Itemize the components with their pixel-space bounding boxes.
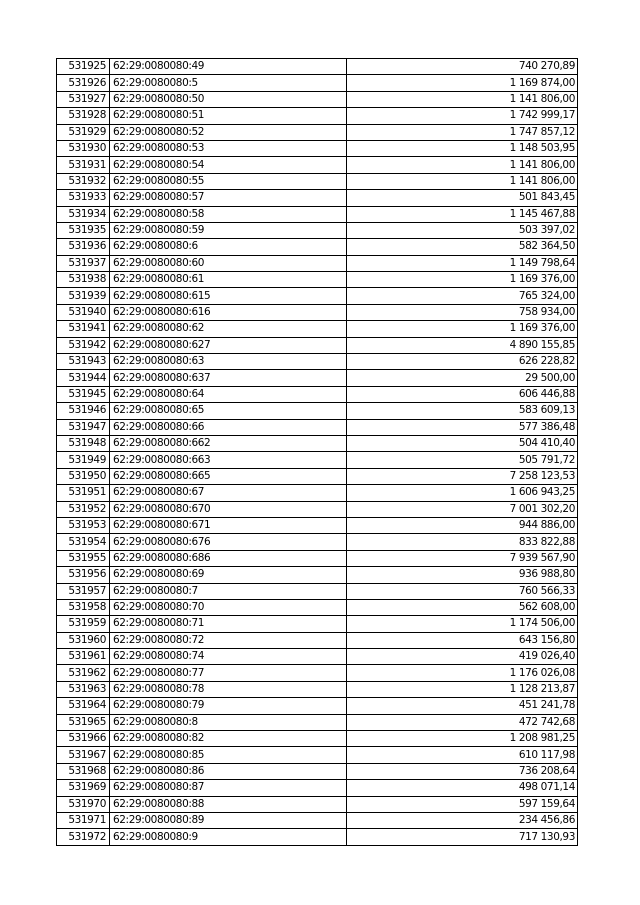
row-number-cell: 531932 xyxy=(57,173,110,189)
table-row xyxy=(57,108,578,124)
cadastral-value-cell: 562 608,00 xyxy=(347,599,578,615)
cadastral-number-cell: 62:29:0080080:71 xyxy=(110,616,347,632)
row-number-cell: 531970 xyxy=(57,796,110,812)
cadastral-number-cell: 62:29:0080080:627 xyxy=(110,337,347,353)
cadastral-number-cell: 62:29:0080080:69 xyxy=(110,567,347,583)
row-number-cell: 531930 xyxy=(57,140,110,156)
row-number-cell: 531958 xyxy=(57,599,110,615)
table-row xyxy=(57,157,578,173)
row-number-cell: 531945 xyxy=(57,386,110,402)
cadastral-number-cell: 62:29:0080080:670 xyxy=(110,501,347,517)
cadastral-value-cell: 740 270,89 xyxy=(347,59,578,75)
table-row xyxy=(57,173,578,189)
table-row xyxy=(57,534,578,550)
cadastral-value-cell: 501 843,45 xyxy=(347,190,578,206)
row-number-cell: 531935 xyxy=(57,222,110,238)
row-number-cell: 531927 xyxy=(57,91,110,107)
table-row xyxy=(57,550,578,566)
cadastral-value-cell: 7 939 567,90 xyxy=(347,550,578,566)
table-row xyxy=(57,632,578,648)
cadastral-number-cell: 62:29:0080080:9 xyxy=(110,829,347,845)
cadastral-value-cell: 1 174 506,00 xyxy=(347,616,578,632)
row-number-cell: 531952 xyxy=(57,501,110,517)
table-row xyxy=(57,665,578,681)
cadastral-number-cell: 62:29:0080080:60 xyxy=(110,255,347,271)
cadastral-number-cell: 62:29:0080080:8 xyxy=(110,714,347,730)
cadastral-number-cell: 62:29:0080080:671 xyxy=(110,517,347,533)
table-row xyxy=(57,354,578,370)
cadastral-number-cell: 62:29:0080080:72 xyxy=(110,632,347,648)
cadastral-value-cell: 1 145 467,88 xyxy=(347,206,578,222)
row-number-cell: 531943 xyxy=(57,354,110,370)
cadastral-number-cell: 62:29:0080080:54 xyxy=(110,157,347,173)
row-number-cell: 531955 xyxy=(57,550,110,566)
cadastral-value-cell: 7 001 302,20 xyxy=(347,501,578,517)
cadastral-number-cell: 62:29:0080080:65 xyxy=(110,403,347,419)
table-row xyxy=(57,517,578,533)
cadastral-value-cell: 1 169 874,00 xyxy=(347,75,578,91)
cadastral-value-cell: 4 890 155,85 xyxy=(347,337,578,353)
table-row xyxy=(57,222,578,238)
table-row xyxy=(57,304,578,320)
cadastral-value-cell: 626 228,82 xyxy=(347,354,578,370)
cadastral-number-cell: 62:29:0080080:662 xyxy=(110,435,347,451)
row-number-cell: 531968 xyxy=(57,763,110,779)
row-number-cell: 531939 xyxy=(57,288,110,304)
table-row xyxy=(57,616,578,632)
cadastral-value-table xyxy=(56,58,578,846)
cadastral-value-cell: 503 397,02 xyxy=(347,222,578,238)
cadastral-value-cell: 1 169 376,00 xyxy=(347,272,578,288)
row-number-cell: 531925 xyxy=(57,59,110,75)
table-row xyxy=(57,370,578,386)
table-row xyxy=(57,255,578,271)
row-number-cell: 531965 xyxy=(57,714,110,730)
cadastral-value-cell: 1 141 806,00 xyxy=(347,91,578,107)
table-row xyxy=(57,403,578,419)
row-number-cell: 531937 xyxy=(57,255,110,271)
table-row xyxy=(57,91,578,107)
table-row xyxy=(57,780,578,796)
cadastral-number-cell: 62:29:0080080:637 xyxy=(110,370,347,386)
table-row xyxy=(57,435,578,451)
cadastral-value-cell: 505 791,72 xyxy=(347,452,578,468)
cadastral-number-cell: 62:29:0080080:87 xyxy=(110,780,347,796)
row-number-cell: 531928 xyxy=(57,108,110,124)
row-number-cell: 531931 xyxy=(57,157,110,173)
cadastral-value-cell: 597 159,64 xyxy=(347,796,578,812)
cadastral-number-cell: 62:29:0080080:58 xyxy=(110,206,347,222)
table-row xyxy=(57,681,578,697)
row-number-cell: 531950 xyxy=(57,468,110,484)
cadastral-value-cell: 758 934,00 xyxy=(347,304,578,320)
table-body xyxy=(57,59,578,846)
table-row xyxy=(57,501,578,517)
cadastral-number-cell: 62:29:0080080:86 xyxy=(110,763,347,779)
cadastral-value-cell: 234 456,86 xyxy=(347,812,578,828)
table-row xyxy=(57,599,578,615)
row-number-cell: 531948 xyxy=(57,435,110,451)
table-row xyxy=(57,796,578,812)
table-row xyxy=(57,239,578,255)
cadastral-value-cell: 1 747 857,12 xyxy=(347,124,578,140)
row-number-cell: 531954 xyxy=(57,534,110,550)
row-number-cell: 531969 xyxy=(57,780,110,796)
table-row xyxy=(57,567,578,583)
row-number-cell: 531953 xyxy=(57,517,110,533)
cadastral-value-cell: 451 241,78 xyxy=(347,698,578,714)
cadastral-number-cell: 62:29:0080080:676 xyxy=(110,534,347,550)
cadastral-number-cell: 62:29:0080080:85 xyxy=(110,747,347,763)
cadastral-number-cell: 62:29:0080080:7 xyxy=(110,583,347,599)
table-row xyxy=(57,59,578,75)
cadastral-value-cell: 944 886,00 xyxy=(347,517,578,533)
row-number-cell: 531940 xyxy=(57,304,110,320)
cadastral-value-cell: 606 446,88 xyxy=(347,386,578,402)
cadastral-number-cell: 62:29:0080080:6 xyxy=(110,239,347,255)
table-row xyxy=(57,485,578,501)
cadastral-value-cell: 1 169 376,00 xyxy=(347,321,578,337)
cadastral-value-cell: 936 988,80 xyxy=(347,567,578,583)
cadastral-number-cell: 62:29:0080080:77 xyxy=(110,665,347,681)
cadastral-value-cell: 1 208 981,25 xyxy=(347,731,578,747)
cadastral-number-cell: 62:29:0080080:61 xyxy=(110,272,347,288)
cadastral-value-cell: 1 141 806,00 xyxy=(347,173,578,189)
cadastral-value-cell: 717 130,93 xyxy=(347,829,578,845)
row-number-cell: 531966 xyxy=(57,731,110,747)
row-number-cell: 531947 xyxy=(57,419,110,435)
table-row xyxy=(57,763,578,779)
table-row xyxy=(57,288,578,304)
cadastral-number-cell: 62:29:0080080:67 xyxy=(110,485,347,501)
row-number-cell: 531961 xyxy=(57,649,110,665)
cadastral-number-cell: 62:29:0080080:663 xyxy=(110,452,347,468)
cadastral-value-cell: 736 208,64 xyxy=(347,763,578,779)
table-row xyxy=(57,206,578,222)
cadastral-number-cell: 62:29:0080080:49 xyxy=(110,59,347,75)
row-number-cell: 531962 xyxy=(57,665,110,681)
row-number-cell: 531936 xyxy=(57,239,110,255)
cadastral-number-cell: 62:29:0080080:686 xyxy=(110,550,347,566)
row-number-cell: 531933 xyxy=(57,190,110,206)
cadastral-value-cell: 1 176 026,08 xyxy=(347,665,578,681)
table-row xyxy=(57,468,578,484)
cadastral-number-cell: 62:29:0080080:51 xyxy=(110,108,347,124)
row-number-cell: 531941 xyxy=(57,321,110,337)
cadastral-number-cell: 62:29:0080080:665 xyxy=(110,468,347,484)
row-number-cell: 531957 xyxy=(57,583,110,599)
table-row xyxy=(57,583,578,599)
cadastral-number-cell: 62:29:0080080:57 xyxy=(110,190,347,206)
cadastral-number-cell: 62:29:0080080:55 xyxy=(110,173,347,189)
cadastral-value-cell: 1 141 806,00 xyxy=(347,157,578,173)
table-row xyxy=(57,140,578,156)
cadastral-value-cell: 7 258 123,53 xyxy=(347,468,578,484)
cadastral-number-cell: 62:29:0080080:50 xyxy=(110,91,347,107)
cadastral-value-cell: 643 156,80 xyxy=(347,632,578,648)
cadastral-value-cell: 577 386,48 xyxy=(347,419,578,435)
cadastral-value-cell: 472 742,68 xyxy=(347,714,578,730)
cadastral-number-cell: 62:29:0080080:62 xyxy=(110,321,347,337)
cadastral-value-cell: 582 364,50 xyxy=(347,239,578,255)
cadastral-number-cell: 62:29:0080080:64 xyxy=(110,386,347,402)
table-row xyxy=(57,747,578,763)
cadastral-value-cell: 1 128 213,87 xyxy=(347,681,578,697)
cadastral-value-cell: 833 822,88 xyxy=(347,534,578,550)
cadastral-value-cell: 498 071,14 xyxy=(347,780,578,796)
row-number-cell: 531964 xyxy=(57,698,110,714)
cadastral-value-cell: 1 149 798,64 xyxy=(347,255,578,271)
cadastral-number-cell: 62:29:0080080:63 xyxy=(110,354,347,370)
row-number-cell: 531971 xyxy=(57,812,110,828)
cadastral-value-cell: 504 410,40 xyxy=(347,435,578,451)
cadastral-number-cell: 62:29:0080080:88 xyxy=(110,796,347,812)
table-row xyxy=(57,812,578,828)
row-number-cell: 531946 xyxy=(57,403,110,419)
table-row xyxy=(57,649,578,665)
cadastral-value-cell: 1 606 943,25 xyxy=(347,485,578,501)
table-row xyxy=(57,714,578,730)
table-row xyxy=(57,829,578,845)
cadastral-value-cell: 760 566,33 xyxy=(347,583,578,599)
cadastral-number-cell: 62:29:0080080:79 xyxy=(110,698,347,714)
table-row xyxy=(57,419,578,435)
table-row xyxy=(57,386,578,402)
table-row xyxy=(57,321,578,337)
row-number-cell: 531929 xyxy=(57,124,110,140)
row-number-cell: 531934 xyxy=(57,206,110,222)
cadastral-number-cell: 62:29:0080080:53 xyxy=(110,140,347,156)
cadastral-number-cell: 62:29:0080080:82 xyxy=(110,731,347,747)
row-number-cell: 531972 xyxy=(57,829,110,845)
table-row xyxy=(57,452,578,468)
cadastral-number-cell: 62:29:0080080:5 xyxy=(110,75,347,91)
row-number-cell: 531949 xyxy=(57,452,110,468)
row-number-cell: 531926 xyxy=(57,75,110,91)
cadastral-number-cell: 62:29:0080080:52 xyxy=(110,124,347,140)
row-number-cell: 531959 xyxy=(57,616,110,632)
cadastral-number-cell: 62:29:0080080:616 xyxy=(110,304,347,320)
row-number-cell: 531951 xyxy=(57,485,110,501)
cadastral-number-cell: 62:29:0080080:74 xyxy=(110,649,347,665)
row-number-cell: 531944 xyxy=(57,370,110,386)
cadastral-number-cell: 62:29:0080080:59 xyxy=(110,222,347,238)
cadastral-value-cell: 765 324,00 xyxy=(347,288,578,304)
cadastral-value-cell: 583 609,13 xyxy=(347,403,578,419)
table-row xyxy=(57,698,578,714)
table-row xyxy=(57,75,578,91)
row-number-cell: 531938 xyxy=(57,272,110,288)
table-row xyxy=(57,272,578,288)
cadastral-number-cell: 62:29:0080080:615 xyxy=(110,288,347,304)
table-row xyxy=(57,124,578,140)
row-number-cell: 531960 xyxy=(57,632,110,648)
cadastral-value-cell: 1 742 999,17 xyxy=(347,108,578,124)
cadastral-value-cell: 29 500,00 xyxy=(347,370,578,386)
table-row xyxy=(57,337,578,353)
cadastral-number-cell: 62:29:0080080:78 xyxy=(110,681,347,697)
row-number-cell: 531967 xyxy=(57,747,110,763)
cadastral-value-cell: 419 026,40 xyxy=(347,649,578,665)
cadastral-value-cell: 1 148 503,95 xyxy=(347,140,578,156)
cadastral-number-cell: 62:29:0080080:89 xyxy=(110,812,347,828)
table-row xyxy=(57,190,578,206)
cadastral-value-cell: 610 117,98 xyxy=(347,747,578,763)
table-row xyxy=(57,731,578,747)
row-number-cell: 531942 xyxy=(57,337,110,353)
cadastral-number-cell: 62:29:0080080:66 xyxy=(110,419,347,435)
row-number-cell: 531963 xyxy=(57,681,110,697)
cadastral-number-cell: 62:29:0080080:70 xyxy=(110,599,347,615)
row-number-cell: 531956 xyxy=(57,567,110,583)
